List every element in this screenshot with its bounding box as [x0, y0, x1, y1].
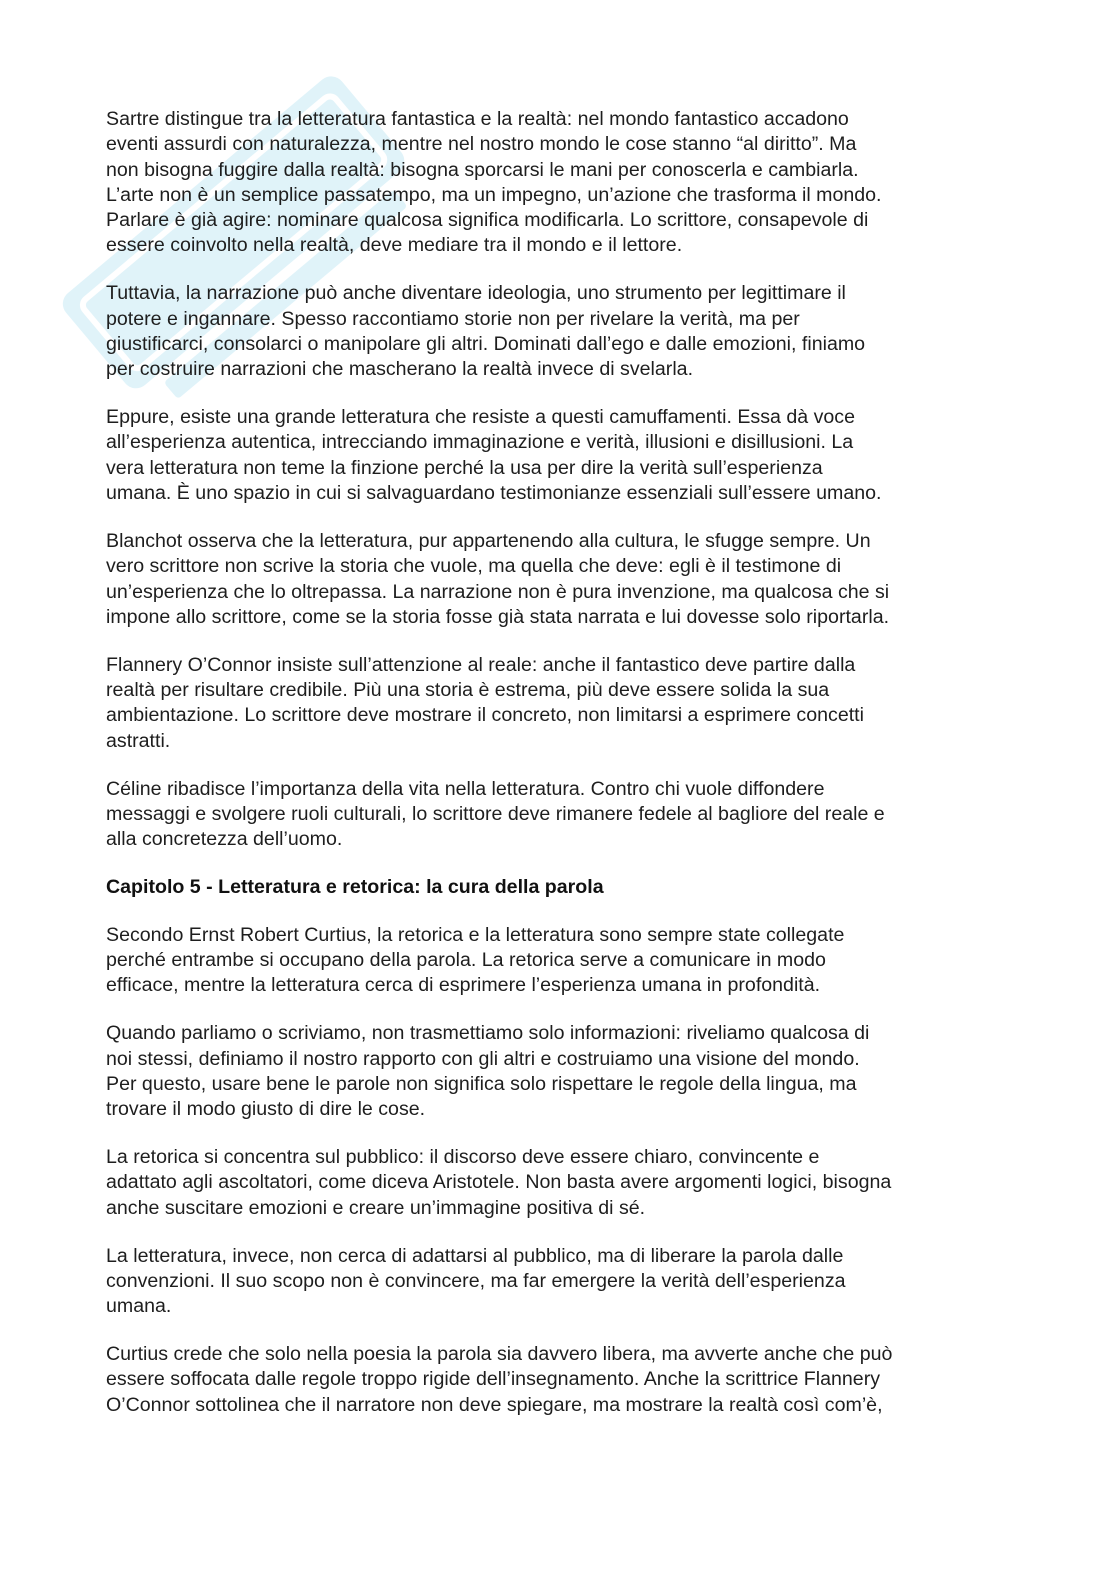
document-body	[106, 107, 1016, 1441]
text-line: La letteratura, invece, non cerca di adattarsi al pubblico, ma di liberare la parola dalle	[106, 1244, 844, 1267]
paragraph	[106, 1244, 1016, 1320]
paragraphs-after	[106, 923, 1016, 1418]
text-line: Tuttavia, la narrazione può anche diventare ideologia, uno strumento per legittimare il	[106, 282, 846, 305]
text-line: La retorica si concentra sul pubblico: il discorso deve essere chiaro, convincente e	[106, 1146, 820, 1169]
text-line: all’esperienza autentica, intrecciando immaginazione e verità, illusioni e disillusioni. La	[106, 431, 854, 454]
text-line: vero scrittore non scrive la storia che vuole, ma quella che deve: egli è il testimone di	[106, 555, 842, 578]
text-line: Secondo Ernst Robert Curtius, la retorica e la letteratura sono sempre state collegate	[106, 923, 845, 946]
text-line: vera letteratura non teme la finzione perché la usa per dire la verità sull’esperienza	[106, 456, 823, 479]
text-line: Flannery O’Connor insiste sull’attenzione al reale: anche il fantastico deve partire dalla	[106, 653, 856, 676]
text-line: astratti.	[106, 729, 171, 752]
text-line: L’arte non è un semplice passatempo, ma un impegno, un’azione che trasforma il mondo.	[106, 183, 882, 206]
text-line: O’Connor sottolinea che il narratore non deve spiegare, ma mostrare la realtà così com’è,	[106, 1393, 883, 1416]
text-line: adattato agli ascoltatori, come diceva Aristotele. Non basta avere argomenti logici, bisogna	[106, 1171, 892, 1194]
text-line: un’esperienza che lo oltrepassa. La narrazione non è pura invenzione, ma qualcosa che si	[106, 580, 890, 603]
paragraph	[106, 529, 1016, 630]
paragraph	[106, 107, 1016, 259]
paragraph	[106, 777, 1016, 853]
chapter-heading: Capitolo 5 - Letteratura e retorica: la cura della parola	[106, 875, 604, 898]
text-line: potere e ingannare. Spesso raccontiamo storie non per rivelare la verità, ma per	[106, 307, 800, 330]
text-line: messaggi e svolgere ruoli culturali, lo scrittore deve rimanere fedele al bagliore del reale e	[106, 802, 885, 825]
text-line: Quando parliamo o scriviamo, non trasmettiamo solo informazioni: riveliamo qualcosa di	[106, 1022, 870, 1045]
paragraph	[106, 1021, 1016, 1122]
text-line: Eppure, esiste una grande letteratura che resiste a questi camuffamenti. Essa dà voce	[106, 406, 855, 429]
text-line: Céline ribadisce l’importanza della vita nella letteratura. Contro chi vuole diffondere	[106, 777, 825, 800]
text-line: essere coinvolto nella realtà, deve mediare tra il mondo e il lettore.	[106, 234, 683, 257]
text-line: noi stessi, definiamo il nostro rapporto con gli altri e costruiamo una visione del mondo.	[106, 1047, 860, 1070]
text-line: convenzioni. Il suo scopo non è convincere, ma far emergere la verità dell’esperienza	[106, 1269, 846, 1292]
text-line: Parlare è già agire: nominare qualcosa significa modificarla. Lo scrittore, consapevole di	[106, 209, 869, 232]
text-line: Per questo, usare bene le parole non significa solo rispettare le regole della lingua, ma	[106, 1072, 857, 1095]
paragraph	[106, 653, 1016, 754]
text-line: efficace, mentre la letteratura cerca di esprimere l’esperienza umana in profondità.	[106, 974, 821, 997]
paragraph	[106, 281, 1016, 382]
text-line: trovare il modo giusto di dire le cose.	[106, 1098, 426, 1121]
text-line: umana.	[106, 1295, 172, 1318]
paragraph	[106, 1342, 1016, 1418]
text-line: essere soffocata dalle regole troppo rigide dell’insegnamento. Anche la scrittrice Flannery	[106, 1368, 881, 1391]
text-line: Blanchot osserva che la letteratura, pur appartenendo alla cultura, le sfugge sempre. Un	[106, 529, 871, 552]
text-line: anche suscitare emozioni e creare un’immagine positiva di sé.	[106, 1196, 646, 1219]
paragraph	[106, 405, 1016, 506]
text-line: impone allo scrittore, come se la storia fosse già stata narrata e lui dovesse solo riportarla.	[106, 605, 890, 628]
paragraph	[106, 923, 1016, 999]
text-line: giustificarci, consolarci o manipolare gli altri. Dominati dall’ego e dalle emozioni, finiamo	[106, 332, 866, 355]
text-line: umana. È uno spazio in cui si salvaguardano testimonianze essenziali sull’essere umano.	[106, 482, 882, 505]
paragraph	[106, 1145, 1016, 1221]
text-line: ambientazione. Lo scrittore deve mostrare il concreto, non limitarsi a esprimere concetti	[106, 704, 864, 727]
text-line: eventi assurdi con naturalezza, mentre nel nostro mondo le cose stanno “al diritto”. Ma	[106, 133, 857, 156]
text-line: Curtius crede che solo nella poesia la parola sia davvero libera, ma avverte anche che può	[106, 1343, 893, 1366]
paragraphs-before	[106, 107, 1016, 852]
text-line: per costruire narrazioni che mascherano la realtà invece di svelarla.	[106, 358, 694, 381]
text-line: realtà per risultare credibile. Più una storia è estrema, più deve essere solida la sua	[106, 679, 830, 702]
text-line: Sartre distingue tra la letteratura fantastica e la realtà: nel mondo fantastico accadono	[106, 108, 849, 130]
text-line: perché entrambe si occupano della parola. La retorica serve a comunicare in modo	[106, 949, 826, 972]
text-line: non bisogna fuggire dalla realtà: bisogna sporcarsi le mani per conoscerla e cambiarla.	[106, 158, 859, 181]
text-line: alla concretezza dell’uomo.	[106, 828, 343, 851]
